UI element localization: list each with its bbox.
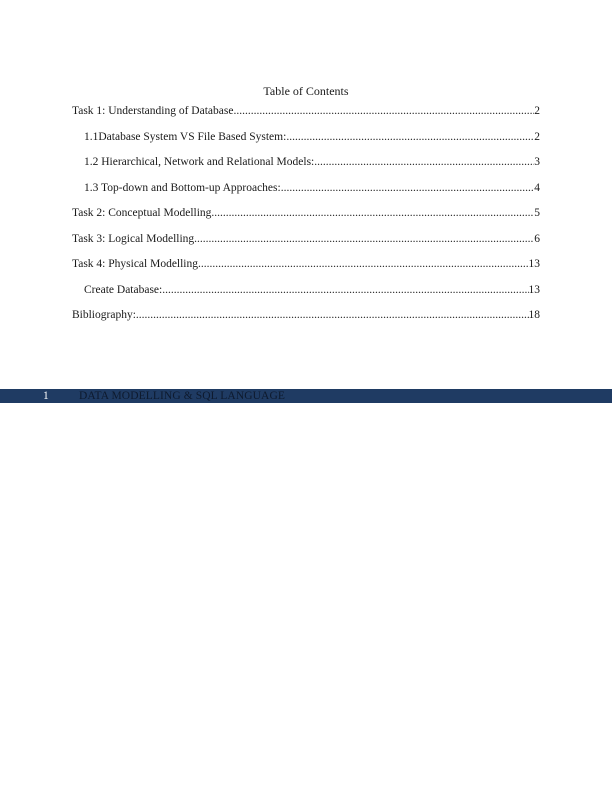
toc-entry-text: Task 4: Physical Modelling <box>72 258 199 270</box>
table-of-contents <box>72 104 540 334</box>
toc-entry-page: 2 <box>534 130 540 143</box>
toc-entry-page: 5 <box>534 207 540 219</box>
toc-entry-text: Create Database: <box>84 283 163 296</box>
toc-entry-text: Task 1: Understanding of Database <box>72 105 234 117</box>
toc-entry-page: 2 <box>534 105 540 117</box>
toc-entry-text: 1.2 Hierarchical, Network and Relational Models: <box>84 156 315 168</box>
toc-entry-1-3[interactable] <box>72 181 540 207</box>
toc-entry-create-database[interactable] <box>72 283 540 309</box>
toc-entry-page: 3 <box>534 156 540 168</box>
toc-entry-text: 1.1Database System VS File Based System: <box>84 130 287 143</box>
toc-leader-dots <box>211 206 534 220</box>
toc-leader-dots <box>194 232 534 246</box>
toc-leader-dots <box>136 308 529 322</box>
toc-leader-dots <box>314 155 534 169</box>
footer-bar <box>0 389 612 403</box>
toc-entry-page: 13 <box>528 258 540 270</box>
toc-leader-dots <box>162 283 528 297</box>
footer-running-title: DATA MODELLING & SQL LANGUAGE <box>79 390 285 402</box>
toc-entry-page: 18 <box>528 309 540 321</box>
toc-entry-task-2[interactable] <box>72 206 540 232</box>
toc-leader-dots <box>198 257 528 271</box>
toc-entry-text: Task 3: Logical Modelling <box>72 232 195 245</box>
toc-entry-task-1[interactable] <box>72 104 540 130</box>
toc-entry-text: Task 2: Conceptual Modelling <box>72 207 212 219</box>
toc-entry-1-1[interactable] <box>72 130 540 156</box>
toc-entry-text: 1.3 Top-down and Bottom-up Approaches: <box>84 181 281 194</box>
toc-entry-page: 4 <box>534 181 540 194</box>
toc-heading: Table of Contents <box>263 84 349 98</box>
toc-entry-task-4[interactable] <box>72 257 540 283</box>
toc-entry-page: 6 <box>534 232 540 245</box>
footer-page-number: 1 <box>43 390 49 402</box>
toc-entry-task-3[interactable] <box>72 232 540 258</box>
toc-entry-page: 13 <box>528 283 540 296</box>
toc-entry-1-2[interactable] <box>72 155 540 181</box>
toc-entry-text: Bibliography: <box>72 309 136 321</box>
toc-leader-dots <box>281 181 535 195</box>
toc-entry-bibliography[interactable] <box>72 308 540 334</box>
toc-leader-dots <box>286 130 534 144</box>
toc-leader-dots <box>233 104 534 118</box>
